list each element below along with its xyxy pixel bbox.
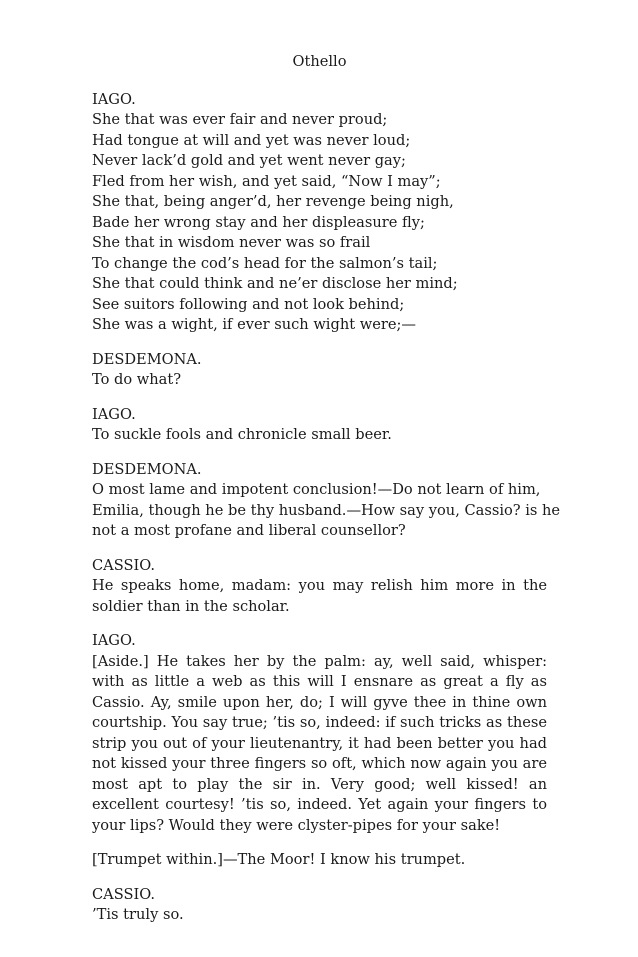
verse-line: To suckle fools and chronicle small beer. <box>92 426 392 443</box>
verse-line: She that in wisdom never was so frail <box>92 234 371 251</box>
verse-line: ’Tis truly so. <box>92 906 184 923</box>
speaker-name: CASSIO. <box>92 556 155 574</box>
speech-block <box>92 460 561 542</box>
verse-line: not a most profane and liberal counsellor? <box>92 522 406 539</box>
stage-direction: [Trumpet within.]—The Moor! I know his trumpet. <box>92 851 466 868</box>
verse-line: She that, being anger’d, her revenge being nigh, <box>92 193 454 210</box>
speaker-name: DESDEMONA. <box>92 350 202 368</box>
verse-line: Had tongue at will and yet was never loud; <box>92 131 411 149</box>
prose-paragraph: He speaks home, madam: you may relish him more in the soldier than in the scholar. <box>92 577 547 615</box>
verse-line: She that was ever fair and never proud; <box>92 111 388 128</box>
speech-block <box>92 90 547 336</box>
verse-line: She was a wight, if ever such wight were;— <box>92 316 416 333</box>
document-page <box>92 52 561 940</box>
speech-block <box>92 556 547 618</box>
speech-block <box>92 631 547 836</box>
verse-line: She that could think and ne’er disclose her mind; <box>92 275 458 292</box>
speech-block <box>92 885 547 926</box>
page-header-title: Othello <box>292 53 347 70</box>
speaker-name: DESDEMONA. <box>92 460 202 478</box>
speaker-name: IAGO. <box>92 405 136 423</box>
verse-line: Bade her wrong stay and her displeasure fly; <box>92 213 425 231</box>
stage-direction-block <box>92 850 547 871</box>
speech-block <box>92 350 547 391</box>
speaker-name: IAGO. <box>92 632 136 649</box>
verse-line: To do what? <box>92 371 182 388</box>
speech-block <box>92 405 547 446</box>
verse-line: Fled from her wish, and yet said, “Now I may”; <box>92 172 441 190</box>
speaker-name: IAGO. <box>92 90 136 108</box>
verse-line: O most lame and impotent conclusion!—Do not learn of him, <box>92 481 541 498</box>
verse-line: To change the cod’s head for the salmon’s tail; <box>92 254 438 272</box>
verse-line: Emilia, though he be thy husband.—How say you, Cassio? is he <box>92 501 561 519</box>
prose-paragraph: [Aside.] He takes her by the palm: ay, well said, whisper: with as little a web as this will I ensnare as great a fly as Cassio. Ay, smile upon her, do; I will gyve thee in thine own courtship. You say true; ’tis so, indeed: if such tricks as these strip you out of your lieutenantry, it had been better you had not kissed your three fingers so oft, which now again you are most apt to play the sir in. Very good; well kissed! an excellent courtesy! ’tis so, indeed. Yet again your fingers to your lips? Would they were clyster-pipes for your sake! <box>92 652 547 834</box>
verse-line: See suitors following and not look behind; <box>92 295 405 313</box>
speaker-name: CASSIO. <box>92 885 155 903</box>
verse-line: Never lack’d gold and yet went never gay; <box>92 152 406 169</box>
